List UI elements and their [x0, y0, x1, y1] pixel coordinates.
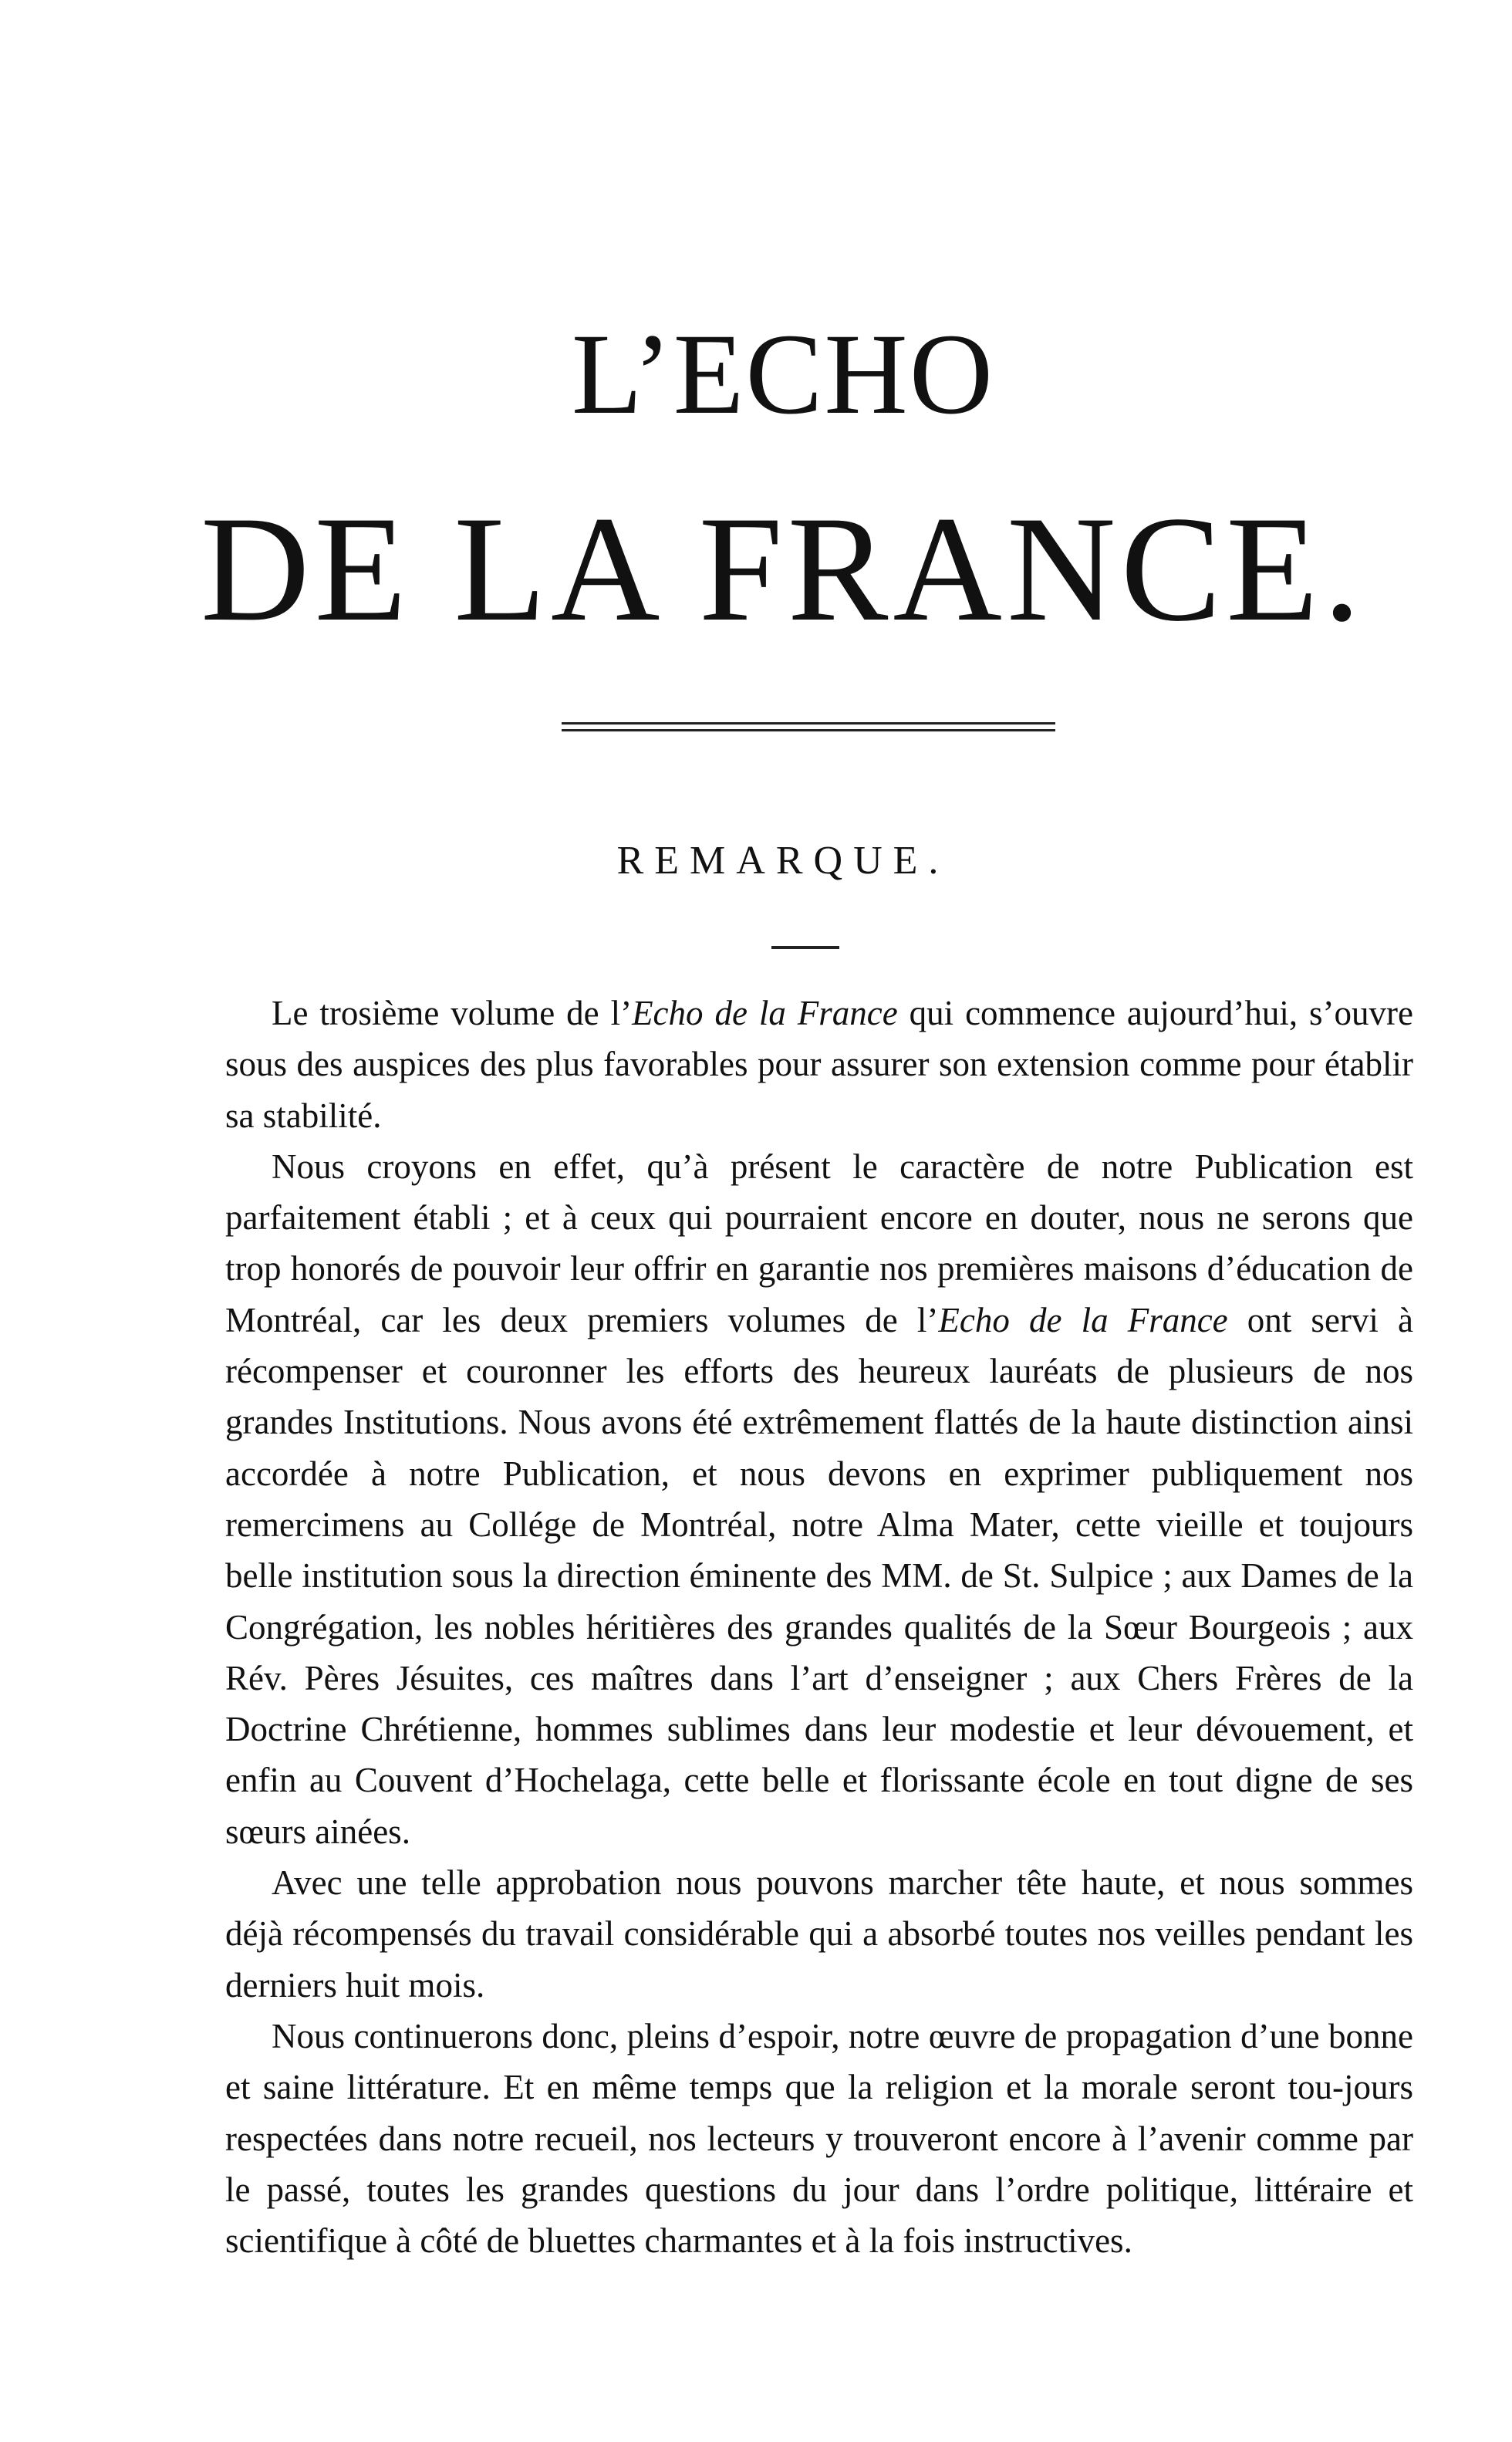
title-line-1: L’ECHO	[571, 310, 995, 438]
paragraph-3	[225, 1857, 1413, 2011]
paragraph-2-text-end: ont servi à récompenser et couronner les efforts des heureux lauréats de plusieurs de nos grandes Institutions. Nous avons été extrêmement flattés de la haute distinction ainsi accordée à notre Publication, et nous devons en exprimer publiquement nos remercimens au Collége de Montréal, notre Alma Mater, cette vieille et toujours belle institution sous la direction éminente des MM. de St. Sulpice ; aux Dames de la Congrégation, les nobles héritières des grandes qualités de la Sœur Bourgeois ; aux Rév. Pères Jésuites, ces maîtres dans l’art d’enseigner ; aux Chers Frères de la Doctrine Chrétienne, hommes sublimes dans leur modestie et leur dévouement, et enfin au Couvent d’Hochelaga, cette belle et florissante école en tout digne de ses sœurs ainées.	[225, 1300, 1414, 1851]
paragraph-2	[225, 1141, 1413, 1857]
section-heading: REMARQUE.	[616, 839, 950, 883]
publication-title-italic: Echo de la France	[938, 1300, 1228, 1339]
short-rule-divider	[771, 946, 839, 949]
title-line-2: DE LA FRANCE.	[200, 485, 1365, 653]
paragraph-1	[225, 988, 1413, 1141]
paragraph-4	[225, 2011, 1413, 2266]
body-text	[225, 988, 1413, 2266]
publication-title-italic: Echo de la France	[632, 994, 898, 1032]
paragraph-4-text: Nous continuerons donc, pleins d’espoir, notre œuvre de propagation d’une bonne et saine littérature. Et en même temps que la religion et la morale seront tou-jours respectées dans notre recueil, nos lecteurs y trouveront encore à l’avenir comme par le passé, toutes les grandes questions du jour dans l’ordre politique, littéraire et scientifique à côté de bluettes charmantes et à la fois instructives.	[225, 2016, 1413, 2261]
double-rule-divider	[562, 722, 1055, 731]
paragraph-1-text-start: Le trosième volume de l’	[272, 994, 633, 1032]
paragraph-3-text: Avec une telle approbation nous pouvons marcher tête haute, et nous sommes déjà récompensés du travail considérable qui a absorbé toutes nos veilles pendant les derniers huit mois.	[225, 1863, 1413, 2005]
paragraph-1-text-end: qui commence aujourd’hui, s’ouvre sous des auspices des plus favorables pour assurer son extension comme pour établir sa stabilité.	[225, 994, 1413, 1135]
paragraph-2-text-start: Nous croyons en effet, qu’à présent le caractère de notre Publication est parfaitement établi ; et à ceux qui pourraient encore en douter, nous ne serons que trop honorés de pouvoir leur offrir en garantie nos premières maisons d’éducation de Montréal, car les deux premiers volumes de l’	[225, 1147, 1413, 1339]
